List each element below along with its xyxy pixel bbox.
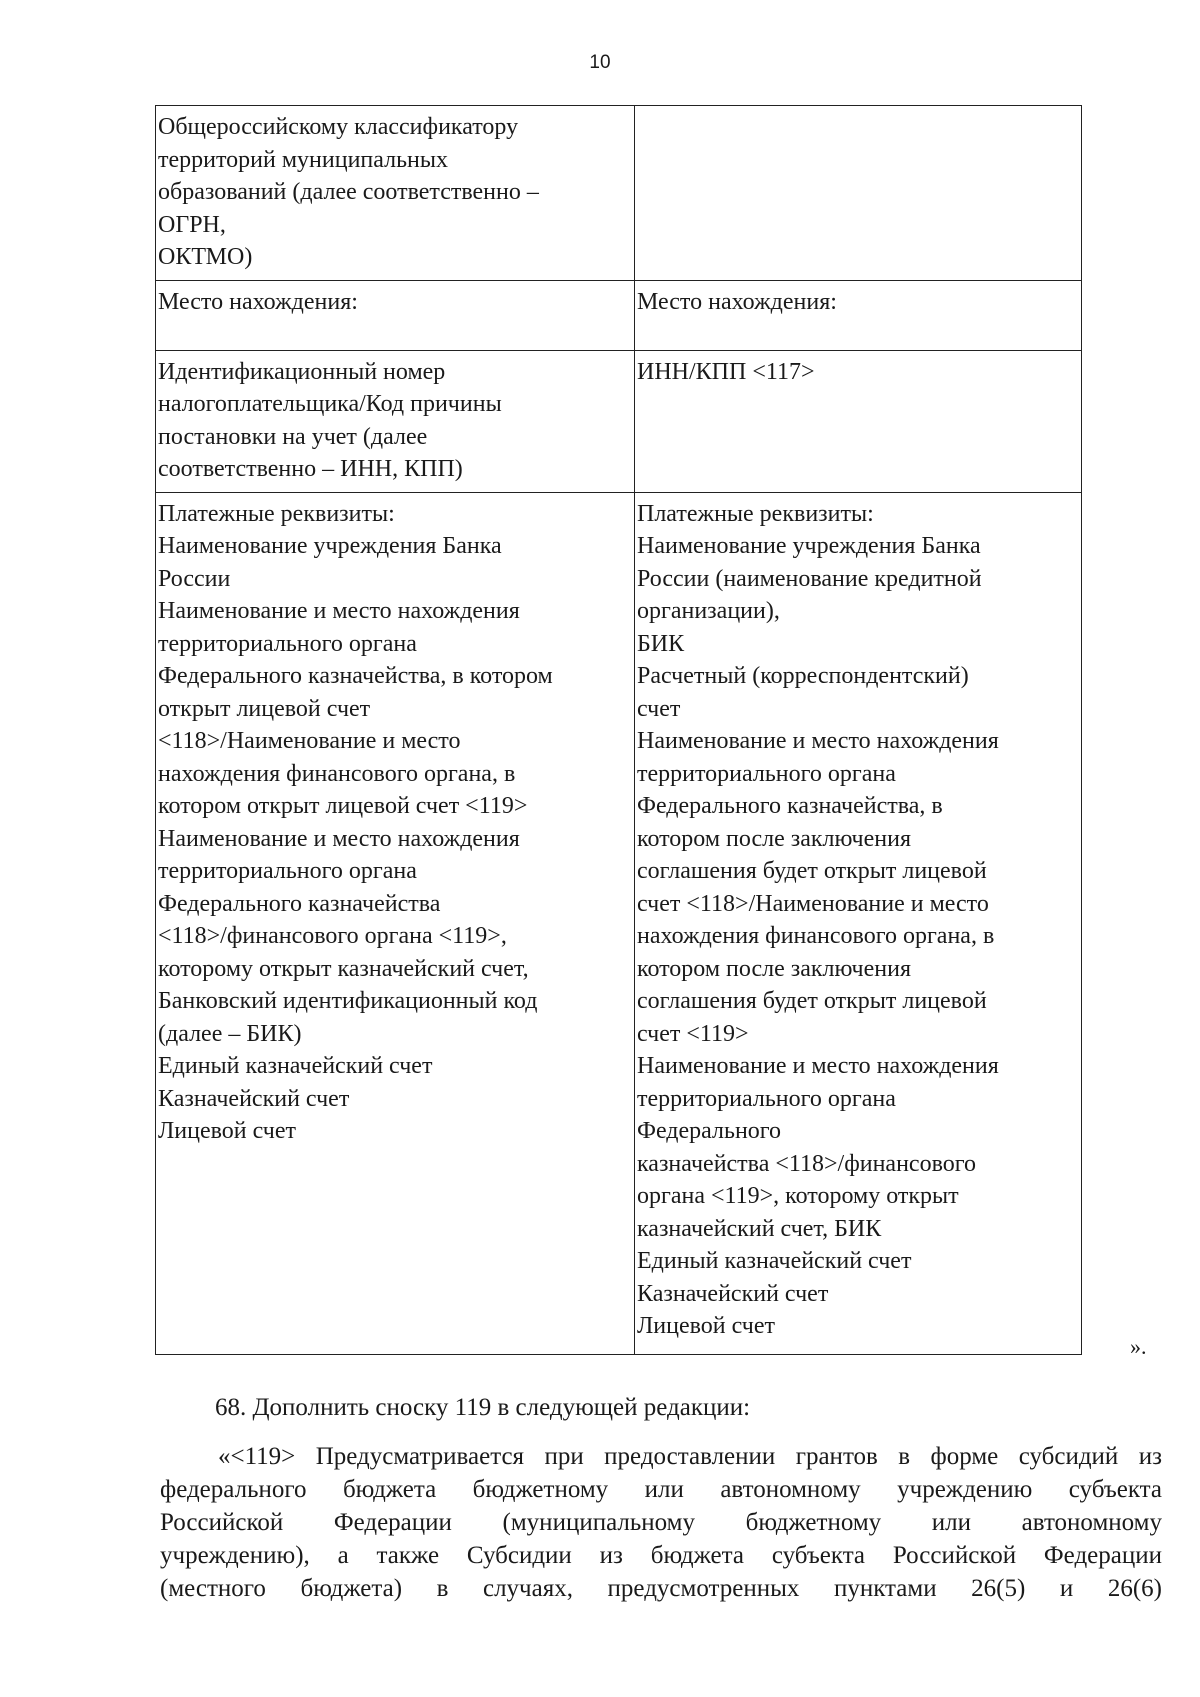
cell-line: территориального органа	[637, 760, 896, 787]
cell-line: <118>/Наименование и место	[158, 728, 461, 754]
table-cell-right	[635, 350, 1082, 492]
footnote-line: федерального бюджета бюджетному или автономному учреждению субъекта	[160, 1476, 1162, 1503]
cell-line: котором открыт лицевой счет <119>	[158, 793, 528, 819]
cell-line: Идентификационный номер	[158, 358, 446, 385]
footnote-119-text	[160, 1440, 1162, 1605]
cell-line: Наименование и место нахождения	[637, 728, 999, 754]
cell-line: образований (далее соответственно –	[158, 179, 539, 205]
paragraph-68: 68. Дополнить сноску 119 в следующей редакции:	[215, 1394, 751, 1421]
cell-line: России (наименование кредитной	[637, 565, 982, 592]
cell-line: Наименование и место нахождения	[158, 825, 520, 852]
cell-line: Место нахождения:	[637, 288, 837, 315]
cell-line: Наименование и место нахождения	[158, 598, 520, 624]
cell-line: органа <119>, которому открыт	[637, 1183, 959, 1209]
cell-line: Место нахождения:	[158, 288, 358, 315]
cell-line: Банковский идентификационный код	[158, 988, 538, 1014]
cell-line: соглашения будет открыт лицевой	[637, 858, 987, 884]
table-row	[156, 106, 1082, 281]
cell-line: Федерального казначейства, в	[637, 793, 943, 819]
cell-line: территориального органа	[637, 1085, 896, 1112]
cell-line: которому открыт казначейский счет,	[158, 955, 529, 982]
cell-line: Федерального казначейства, в котором	[158, 663, 553, 689]
cell-line: соответственно – ИНН, КПП)	[158, 456, 463, 482]
cell-line: налогоплательщика/Код причины	[158, 391, 502, 417]
cell-line: (далее – БИК)	[158, 1020, 302, 1047]
cell-line: ИНН/КПП <117>	[637, 358, 815, 385]
closing-quote: ».	[1130, 1334, 1147, 1359]
cell-line: Казначейский счет	[158, 1085, 350, 1112]
footnote-line: учреждению), а также Субсидии из бюджета субъекта Российской Федерации	[160, 1542, 1162, 1569]
footnote-line: Российской Федерации (муниципальному бюджетному или автономному	[160, 1509, 1162, 1536]
table-row	[156, 280, 1082, 350]
cell-line: БИК	[637, 630, 685, 657]
cell-line: организации),	[637, 598, 780, 624]
cell-line: территориального органа	[158, 630, 417, 657]
cell-line: счет	[637, 695, 681, 722]
cell-line: Наименование учреждения Банка	[158, 533, 502, 559]
cell-line: Лицевой счет	[158, 1118, 297, 1144]
cell-line: Казначейский счет	[637, 1280, 829, 1307]
cell-line: Платежные реквизиты:	[637, 500, 874, 527]
cell-line: казначейский счет, БИК	[637, 1215, 882, 1242]
cell-line: Платежные реквизиты:	[158, 500, 395, 527]
footnote-line: (местного бюджета) в случаях, предусмотренных пунктами 26(5) и 26(6)	[160, 1575, 1162, 1602]
table-cell-right	[635, 280, 1082, 350]
table-cell-right	[635, 492, 1082, 1354]
cell-line: счет <119>	[637, 1020, 749, 1047]
cell-line: Наименование и место нахождения	[637, 1053, 999, 1079]
footnote-line: «<119> Предусматривается при предоставлении грантов в форме субсидий из	[218, 1443, 1162, 1470]
table-cell-left	[156, 280, 635, 350]
table-cell-left	[156, 350, 635, 492]
cell-line: Единый казначейский счет	[158, 1053, 433, 1079]
cell-line: котором после заключения	[637, 825, 911, 852]
cell-line: Федерального казначейства	[158, 890, 441, 917]
cell-line: территориального органа	[158, 858, 417, 884]
table-row	[156, 492, 1082, 1354]
cell-line: котором после заключения	[637, 955, 911, 982]
cell-line: территорий муниципальных	[158, 146, 449, 173]
cell-line: счет <118>/Наименование и место	[637, 890, 989, 917]
cell-line: нахождения финансового органа, в	[158, 760, 516, 787]
cell-line: открыт лицевой счет	[158, 695, 371, 722]
page-number: 10	[589, 52, 611, 73]
cell-line: соглашения будет открыт лицевой	[637, 988, 987, 1014]
cell-line: ОКТМО)	[158, 244, 253, 270]
cell-line: казначейства <118>/финансового	[637, 1150, 976, 1177]
table-cell-right	[635, 106, 1082, 281]
cell-line: Наименование учреждения Банка	[637, 533, 981, 559]
cell-line: Общероссийскому классификатору	[158, 114, 519, 140]
cell-line: России	[158, 565, 231, 592]
cell-line: постановки на учет (далее	[158, 423, 428, 450]
table-cell-left	[156, 492, 635, 1354]
table-cell-left	[156, 106, 635, 281]
cell-line: нахождения финансового органа, в	[637, 923, 995, 949]
cell-line: <118>/финансового органа <119>,	[158, 923, 507, 949]
cell-line: Единый казначейский счет	[637, 1248, 912, 1274]
cell-line: Расчетный (корреспондентский)	[637, 663, 969, 689]
requisites-table	[155, 105, 1082, 1355]
table-row	[156, 350, 1082, 492]
cell-line: ОГРН,	[158, 211, 226, 238]
cell-line: Федерального	[637, 1118, 782, 1144]
cell-line: Лицевой счет	[637, 1313, 776, 1339]
